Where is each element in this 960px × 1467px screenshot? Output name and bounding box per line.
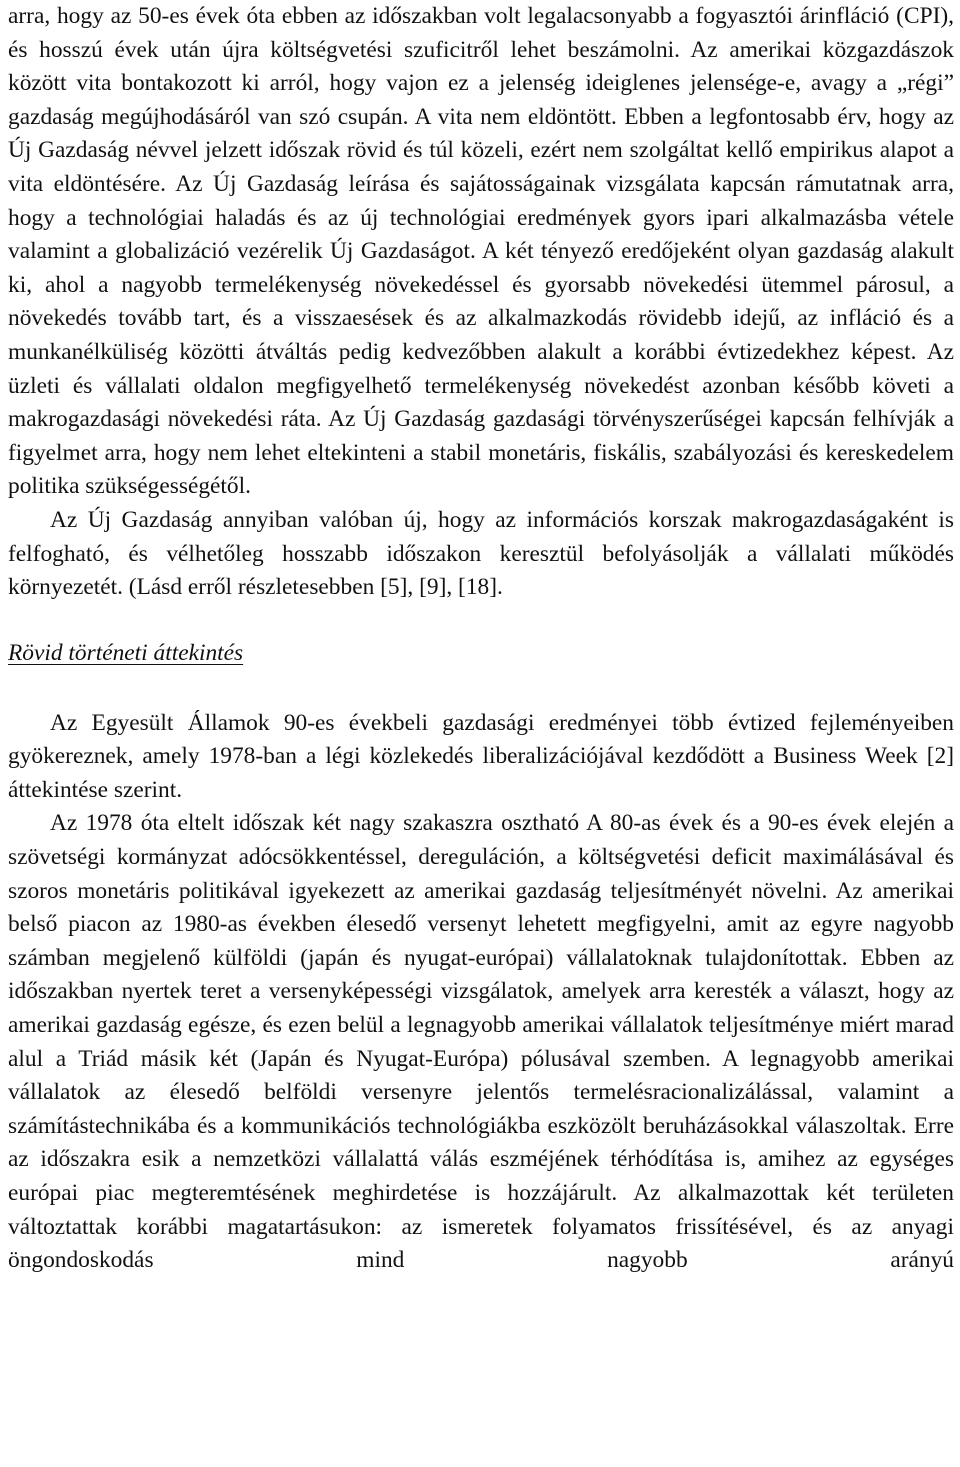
document-page (8, 0, 954, 1278)
section-heading: Rövid történeti áttekintés (8, 639, 244, 666)
paragraph-since-1978: Az 1978 óta eltelt időszak két nagy szakaszra osztható A 80-as évek és a 90-es évek elején a szövetségi kormányzat adócsökkentéssel, dereguláción, a költségvetési deficit maximálásával és szoros monetáris politikával igyekezett az amerikai gazdaság teljesítményét növelni. Az amerikai belső piacon az 1980-as években élesedő versenyt lehetett megfigyelni, amit az egyre nagyobb számban megjelenő külföldi (japán és nyugat-európai) vállalatoknak tulajdonítottak. Ebben az időszakban nyertek teret a versenyképességi vizsgálatok, amelyek arra keresték a választ, hogy az amerikai gazdaság egésze, és ezen belül a legnagyobb amerikai vállalatok teljesítménye miért marad alul a Triád másik két (Japán és Nyugat-Európa) pólusával szemben. A legnagyobb amerikai vállalatok az élesedő belföldi versenyre jelentős termelésracionalizálással, valamint a számítástechnikába és a kommunikációs technológiákba eszközölt beruházásokkal válaszoltak. Erre az időszakra esik a nemzetközi vállalattá válás eszméjének térhódítása is, amihez az egységes európai piac megteremtésének meghirdetése is hozzájárult. Az alkalmazottak két területen változtattak korábbi magatartásukon: az ismeretek folyamatos frissítésével, és az anyagi öngondoskodás mind nagyobb arányú (8, 810, 954, 1274)
paragraph-us-90s-results: Az Egyesült Államok 90-es évekbeli gazdasági eredményei több évtized fejleményeiben gyökereznek, amely 1978-ban a légi közlekedés liberalizációjával kezdődött a Business Week [2] áttekintése szerint. (8, 709, 954, 803)
paragraph-new-economy-overview: arra, hogy az 50-es évek óta ebben az időszakban volt legalacsonyabb a fogyasztói árinfláció (CPI), és hosszú évek után újra költségvetési szuficitről lehet beszámolni. Az amerikai közgazdászok között vita bontakozott ki arról, hogy vajon ez a jelenség ideiglenes jelensége-e, avagy a „régi” gazdaság megújhodásáról van szó csupán. A vita nem eldöntött. Ebben a legfontosabb érv, hogy az Új Gazdaság névvel jelzett időszak rövid és túl közeli, ezért nem szolgáltat kellő empirikus alapot a vita eldöntésére. Az Új Gazdaság leírása és sajátosságainak vizsgálata kapcsán rámutatnak arra, hogy a technológiai haladás és az új technológiai eredmények gyors ipari alkalmazásba vétele valamint a globalizáció vezérelik Új Gazdaságot. A két tényező eredőjeként olyan gazdaság alakult ki, ahol a nagyobb termelékenység növekedéssel és gyorsabb növekedési ütemmel párosul, a növekedés tovább tart, és a visszaesések és az alkalmazkodás rövidebb idejű, az infláció és a munkanélküliség közötti átváltás pedig kedvezőbben alakult a korábbi évtizedekhez képest. Az üzleti és vállalati oldalon megfigyelhető termelékenység növekedést azonban később követi a makrogazdasági növekedési ráta. Az Új Gazdaság gazdasági törvényszerűségei kapcsán felhívják a figyelmet arra, hogy nem lehet eltekinteni a stabil monetáris, fiskális, szabályozási és kereskedelem politika szükségességétől. (8, 3, 954, 500)
paragraph-information-age: Az Új Gazdaság annyiban valóban új, hogy az információs korszak makrogazdaságaként is felfogható, és vélhetőleg hosszabb időszakon keresztül befolyásolják a vállalati működés környezetét. (Lásd erről részletesebben [5], [9], [18]. (8, 506, 954, 601)
section-heading-container (8, 637, 954, 671)
